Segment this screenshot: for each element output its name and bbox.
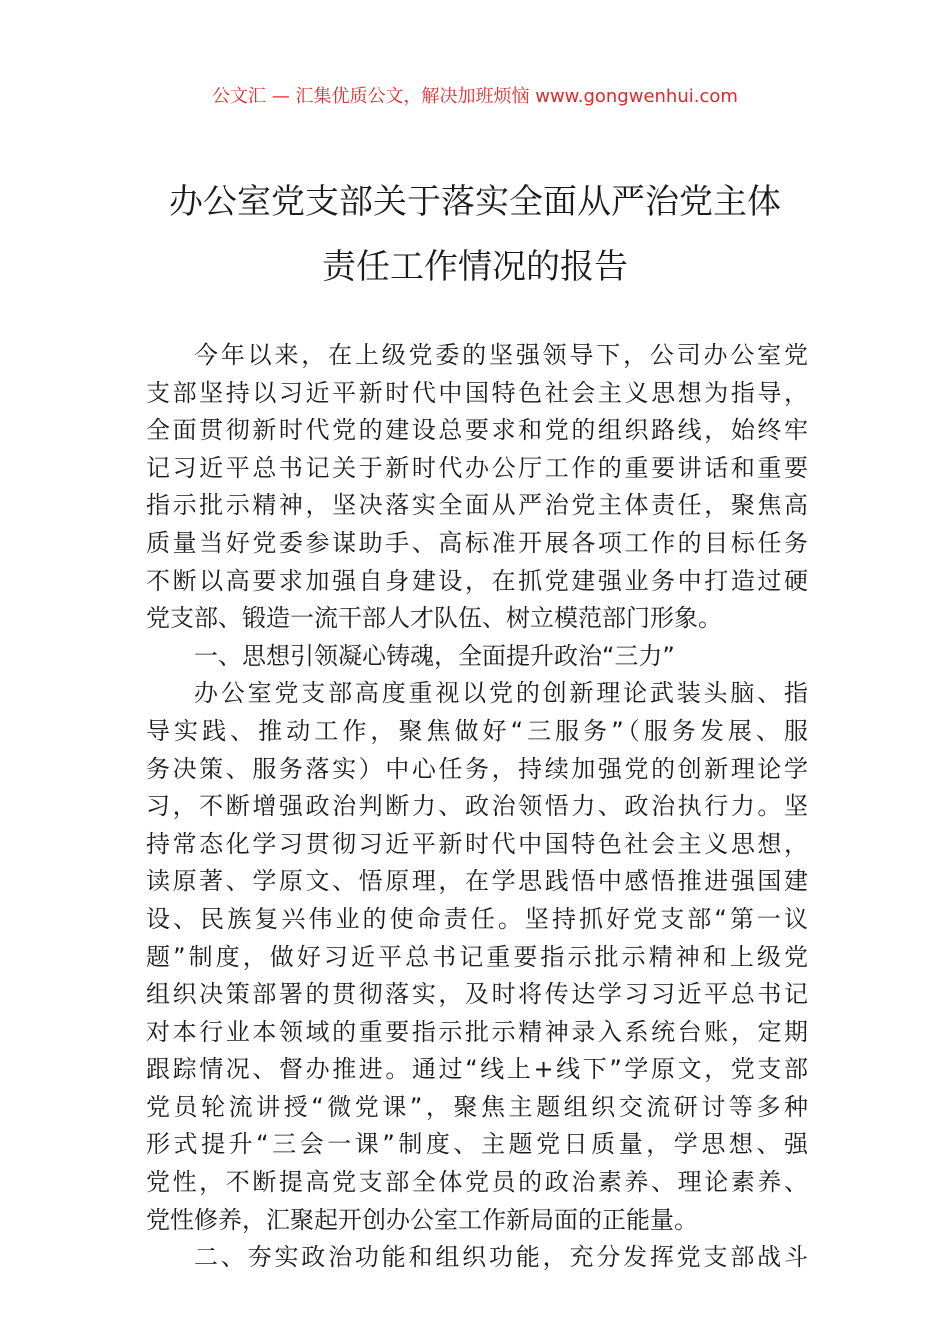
paragraph-line: 办公室党支部高度重视以党的创新理论武装头脑、指	[194, 679, 808, 708]
paragraph-line: 不断以高要求加强自身建设，在抓党建强业务中打造过硬	[146, 566, 808, 595]
section-heading: 一、思想引领凝心铸魂，全面提升政治“三力”	[194, 641, 675, 670]
paragraph-line: 支部坚持以习近平新时代中国特色社会主义思想为指导，	[146, 378, 808, 407]
paragraph-line: 习，不断增强政治判断力、政治领悟力、政治执行力。坚	[146, 792, 808, 821]
paragraph-line: 党支部、锻造一流干部人才队伍、树立模范部门形象。	[146, 604, 722, 633]
paragraph-line: 导实践、推动工作，聚焦做好“三服务”（服务发展、服	[146, 716, 808, 745]
paragraph-line: 对本行业本领域的重要指示批示精神录入系统台账，定期	[146, 1017, 808, 1046]
paragraph-line: 质量当好党委参谋助手、高标准开展各项工作的目标任务	[146, 528, 808, 557]
section-heading: 二、夯实政治功能和组织功能，充分发挥党支部战斗	[194, 1243, 808, 1272]
paragraph-line: 组织决策部署的贯彻落实，及时将传达学习习近平总书记	[146, 980, 808, 1009]
paragraph-line: 指示批示精神，坚决落实全面从严治党主体责任，聚焦高	[146, 491, 808, 520]
document-title-line-2: 责任工作情况的报告	[322, 247, 628, 287]
paragraph-line: 今年以来，在上级党委的坚强领导下，公司办公室党	[194, 341, 808, 369]
paragraph-line: 党员轮流讲授“微党课”，聚焦主题组织交流研讨等多种	[146, 1092, 808, 1121]
document-body	[146, 337, 808, 1277]
paragraph-line: 全面贯彻新时代党的建设总要求和党的组织路线，始终牢	[146, 416, 808, 445]
paragraph-line: 务决策、服务落实）中心任务，持续加强党的创新理论学	[146, 754, 808, 783]
watermark-header: 公文汇 — 汇集优质公文，解决加班烦恼 www.gongwenhui.com	[212, 86, 738, 107]
paragraph-line: 记习近平总书记关于新时代办公厅工作的重要讲话和重要	[146, 453, 808, 482]
paragraph-line: 党性，不断提高党支部全体党员的政治素养、理论素养、	[146, 1168, 808, 1197]
paragraph-line: 跟踪情况、督办推进。通过“线上+线下”学原文，党支部	[146, 1055, 808, 1084]
paragraph-line: 形式提升“三会一课”制度、主题党日质量，学思想、强	[146, 1130, 808, 1159]
paragraph-line: 设、民族复兴伟业的使命责任。坚持抓好党支部“第一议	[146, 904, 808, 933]
document-title-line-1: 办公室党支部关于落实全面从严治党主体	[169, 182, 781, 222]
paragraph-line: 题”制度，做好习近平总书记重要指示批示精神和上级党	[146, 942, 808, 971]
paragraph-line: 读原著、学原文、悟原理，在学思践悟中感悟推进强国建	[146, 867, 808, 896]
paragraph-line: 党性修养，汇聚起开创办公室工作新局面的正能量。	[146, 1205, 698, 1234]
paragraph-line: 持常态化学习贯彻习近平新时代中国特色社会主义思想，	[146, 829, 808, 858]
